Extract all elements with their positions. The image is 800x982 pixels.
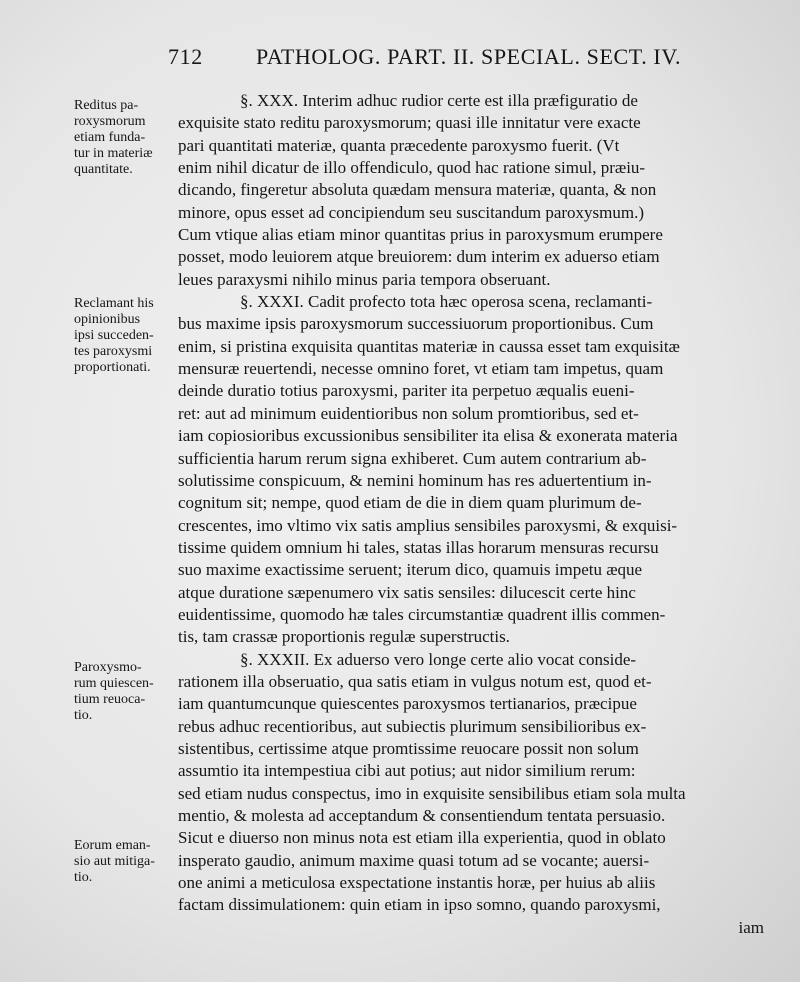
margin-note-3	[74, 660, 178, 724]
margin-note-2	[74, 296, 178, 376]
body-line: tis, tam crassæ proportionis regulæ superstructis.	[178, 627, 510, 647]
body-line: bus maxime ipsis paroxysmorum successiuorum proportionibus. Cum	[178, 314, 654, 334]
body-line: iam quantumcunque quiescentes paroxysmos tertianarios, præcipue	[178, 694, 637, 714]
page-number: 712	[168, 44, 203, 69]
margin-note-line: etiam funda-	[74, 130, 146, 145]
body-line: euidentissime, quomodo hæ tales circumstantiæ quadrent illis commen-	[178, 604, 666, 624]
catchword: iam	[738, 917, 764, 937]
body-line: Sicut e diuerso non minus nota est etiam illa experientia, quod in oblato	[178, 828, 666, 848]
body-line: pari quantitati materiæ, quanta præcedente paroxysmo fuerit. (Vt	[178, 135, 620, 155]
body-line: §. XXXII. Ex aduerso vero longe certe alio vocat conside-	[240, 649, 637, 669]
body-line: enim nihil dicatur de illo offendiculo, quod hac ratione simul, præiu-	[178, 158, 646, 178]
margin-note-line: tio.	[74, 708, 93, 723]
body-line: sed etiam nudus conspectus, imo in exquisite sensibilibus etiam sola multa	[178, 783, 686, 803]
body-line: sistentibus, certissime atque promtissime reuocare possit non solum	[178, 738, 639, 758]
body-line: assumtio ita intempestiua cibi aut potius; aut nidor similium rerum:	[178, 761, 636, 781]
body-line: leues paraxysmi nihilo minus paria tempora obseruant.	[178, 269, 551, 289]
body-line: rationem illa obseruatio, qua satis etiam in vulgus notum est, quod et-	[178, 671, 652, 691]
body-line: enim, si pristina exquisita quantitas materiæ in caussa esset tam exquisitæ	[178, 336, 680, 356]
body-line: ret: aut ad minimum euidentioribus non solum promtioribus, sed et-	[178, 403, 639, 423]
margin-note-line: tio.	[74, 870, 93, 885]
body-line: minore, opus esset ad concipiendum seu suscitandum paroxysmum.)	[178, 202, 644, 222]
margin-note-4	[74, 838, 178, 886]
body-line: one animi a meticulosa exspectatione instantis horæ, per huius ab aliis	[178, 873, 656, 893]
body-line: insperato gaudio, animum maxime quasi totum ad se vocante; auersi-	[178, 850, 650, 870]
running-head: PATHOLOG. PART. II. SPECIAL. SECT. IV.	[256, 44, 682, 69]
margin-note-line: roxysmorum	[74, 114, 146, 129]
margin-note-line: tium reuoca-	[74, 692, 146, 707]
margin-note-line: Reditus pa-	[74, 98, 139, 113]
margin-note-line: Eorum eman-	[74, 838, 151, 853]
body-line: factam dissimulationem: quin etiam in ipso somno, quando paroxysmi,	[178, 895, 661, 915]
body-line: rebus adhuc recentioribus, aut subiectis plurimum sensibilioribus ex-	[178, 716, 647, 736]
body-line: Cum vtique alias etiam minor quantitas prius in paroxysmum erumpere	[178, 225, 663, 245]
margin-note-1	[74, 98, 178, 178]
margin-note-line: ipsi succeden-	[74, 328, 154, 343]
body-line: tissime quidem omnium hi tales, statas illas horarum mensuras recursu	[178, 537, 659, 557]
margin-note-line: Reclamant his	[74, 296, 154, 311]
body-line: mensuræ reuertendi, necesse omnino foret, vt etiam tam impetus, quam	[178, 359, 664, 379]
body-line: exquisite stato reditu paroxysmorum; quasi ille innitatur vere exacte	[178, 113, 641, 133]
body-line: suo maxime exactissime seruent; iterum dico, quamuis impetu æque	[178, 560, 643, 580]
body-line: dicando, fingeretur absoluta quædam mensura materiæ, quanta, & non	[178, 180, 657, 200]
body-line: §. XXXI. Cadit profecto tota hæc operosa scena, reclamanti-	[240, 292, 653, 312]
body-line: cognitum sit; nempe, quod etiam de die in diem quam plurimum de-	[178, 493, 642, 513]
body-line: deinde duratio totius paroxysmi, pariter ita perpetuo æqualis eueni-	[178, 381, 635, 401]
body-line: solutissime conspicuum, & nemini hominum has res aduertentium in-	[178, 470, 652, 490]
margin-note-line: tes paroxysmi	[74, 344, 153, 359]
body-line: iam copiosioribus excussionibus sensibiliter ita elisa & exonerata materia	[178, 426, 678, 446]
margin-note-line: Paroxysmo-	[74, 660, 142, 675]
margin-note-line: tur in materiæ	[74, 146, 153, 161]
body-line: sufficientia harum rerum signa exhiberet. Cum autem contrarium ab-	[178, 448, 647, 468]
margin-note-line: rum quiescen-	[74, 676, 154, 691]
margin-note-line: proportionati.	[74, 360, 151, 375]
body-text	[178, 90, 768, 939]
margin-note-line: sio aut mitiga-	[74, 854, 155, 869]
page-header	[168, 44, 768, 74]
margin-note-line: quantitate.	[74, 162, 133, 177]
body-line: posset, modo leuiorem atque breuiorem: dum interim ex aduerso etiam	[178, 247, 660, 267]
body-line: mentio, & molesta ad acceptandum & consentiendum tentata persuasio.	[178, 806, 666, 825]
body-line: §. XXX. Interim adhuc rudior certe est illa præfiguratio de	[240, 91, 638, 110]
body-line: atque duratione sæpenumero vix satis sensiles: dilucescit certe hinc	[178, 582, 636, 602]
body-line: crescentes, imo vltimo vix satis amplius sensibiles paroxysmi, & exquisi-	[178, 515, 678, 535]
margin-note-line: opinionibus	[74, 312, 141, 327]
